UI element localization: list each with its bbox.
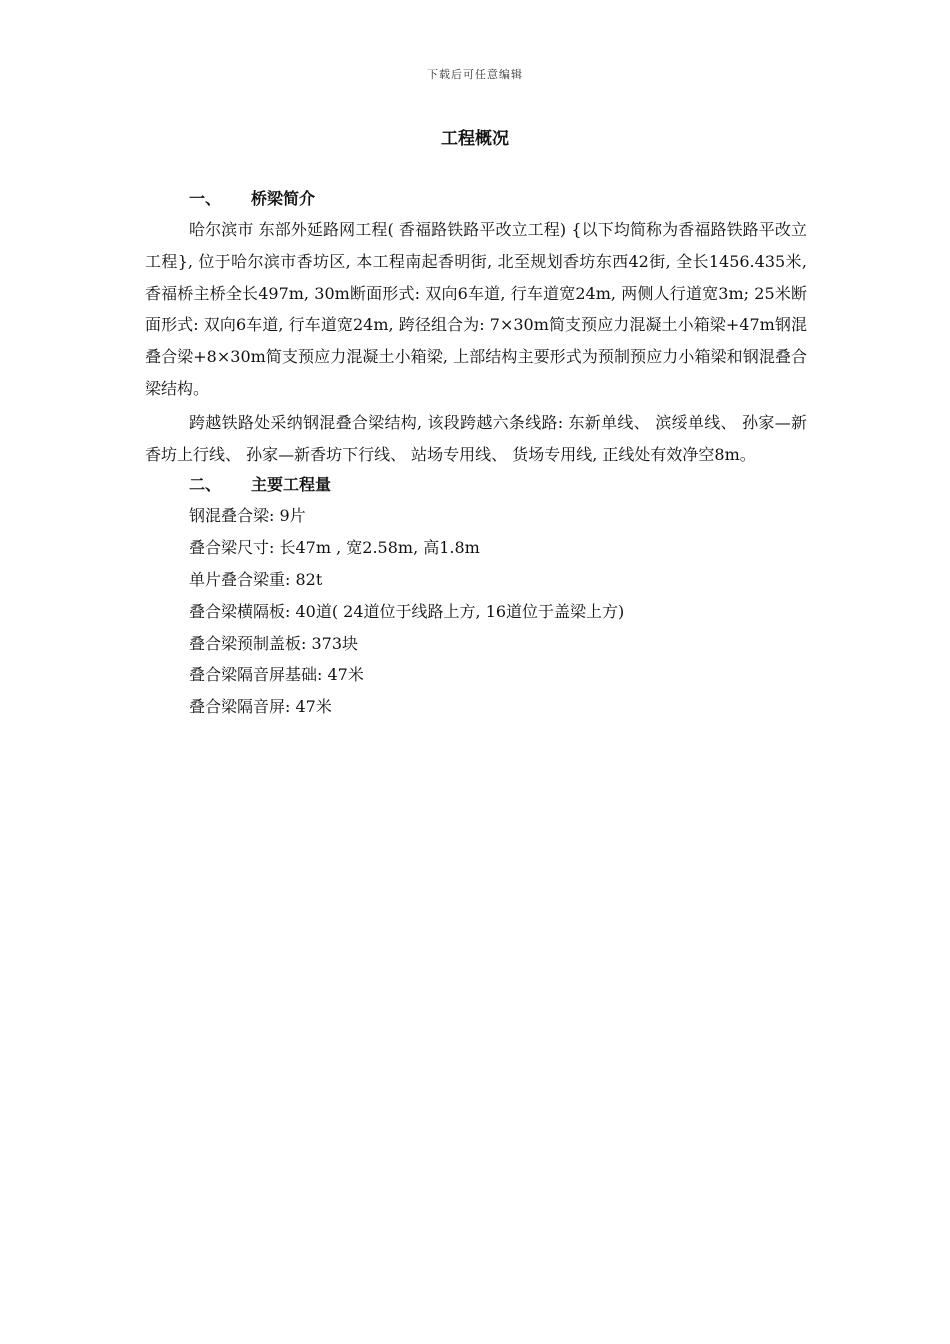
document-title: 工程概况	[441, 129, 509, 149]
header-note: 下载后可任意编辑	[427, 68, 523, 81]
section-title: 桥梁简介	[251, 189, 316, 208]
section-heading-main-quantities	[145, 470, 807, 500]
list-item: 叠合梁尺寸: 长47m , 宽2.58m, 高1.8m	[189, 538, 480, 558]
document-body	[145, 184, 807, 723]
section-title: 主要工程量	[251, 475, 332, 495]
list-item: 叠合梁隔音屏: 47米	[189, 697, 332, 717]
paragraph-project-overview: 哈尔滨市 东部外延路网工程( 香福路铁路平改立工程) {以下均简称为香福路铁路平改立工程}, 位于哈尔滨市香坊区, 本工程南起香明街, 北至规划香坊东西42街, 全长1456.435米, 香福桥主桥全长497m, 30m断面形式: 双向6车道, 行车道宽24m, 两侧人行道宽3m; 25米断面形式: 双向6车道, 行车道宽24m, 跨径组合为: 7×30m简支预应力混凝土小箱梁+47m钢混叠合梁+8×30m简支预应力混凝土小箱梁, 上部结构主要形式为预制预应力小箱梁和钢混叠合梁结构。	[145, 220, 807, 398]
list-item: 单片叠合梁重: 82t	[189, 569, 323, 589]
list-item: 叠合梁预制盖板: 373块	[189, 633, 359, 653]
section-heading-bridge-intro	[145, 184, 807, 214]
quantity-list	[145, 500, 807, 723]
list-item: 叠合梁横隔板: 40道( 24道位于线路上方, 16道位于盖梁上方)	[189, 601, 625, 621]
section-number: 一、	[189, 189, 222, 208]
section-number: 二、	[189, 475, 222, 495]
list-item: 叠合梁隔音屏基础: 47米	[189, 665, 364, 685]
list-item: 钢混叠合梁: 9片	[189, 506, 306, 526]
paragraph-railway-crossing: 跨越铁路处采纳钢混叠合梁结构, 该段跨越六条线路: 东新单线、 滨绥单线、 孙家—新香坊上行线、 孙家—新香坊下行线、 站场专用线、 货场专用线, 正线处有效净空8m。	[145, 412, 807, 464]
